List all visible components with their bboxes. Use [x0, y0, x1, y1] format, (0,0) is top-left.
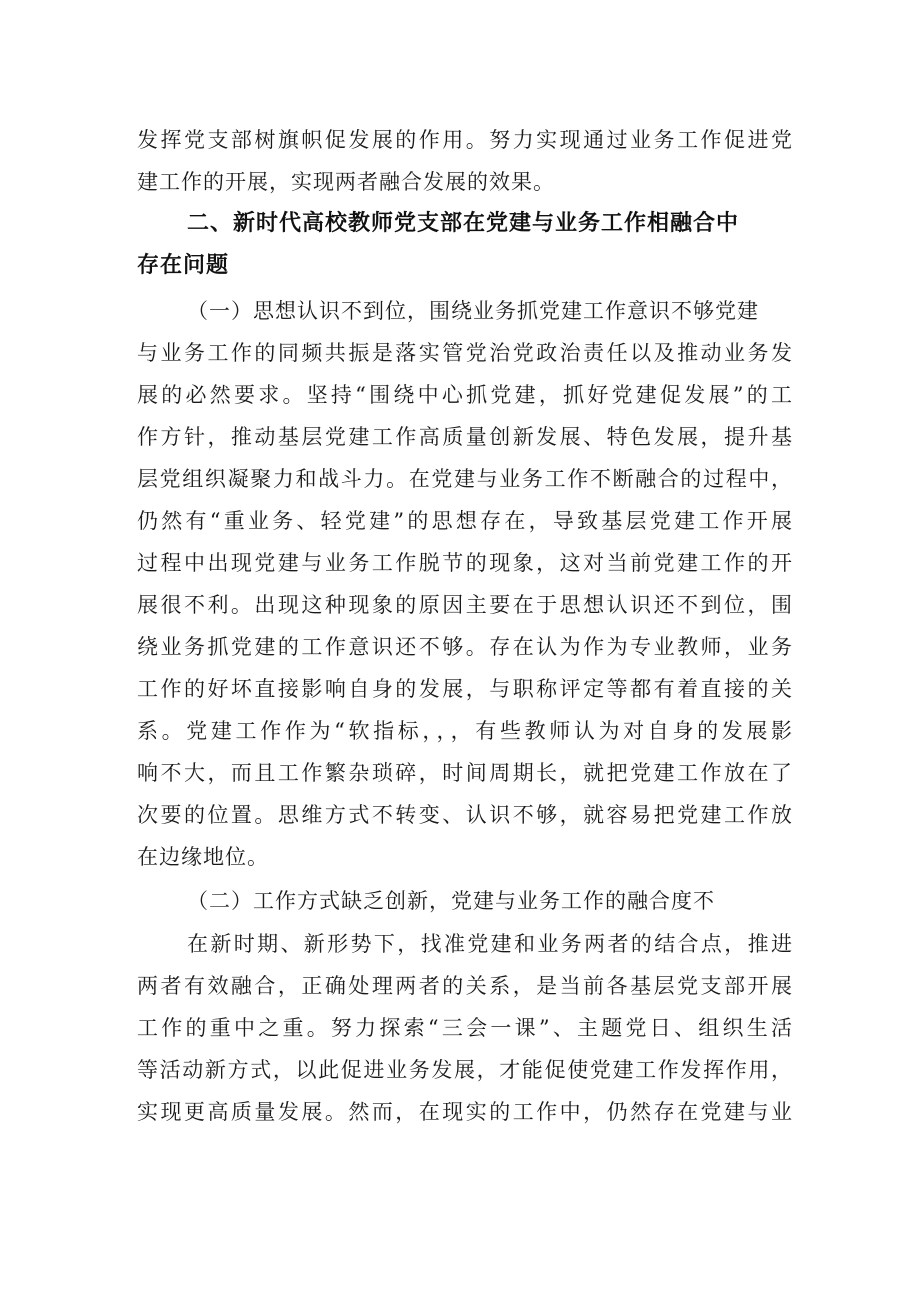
paragraph-line: 次要的位置。思维方式不转变、认识不够，就容易把党建工作放	[137, 803, 793, 827]
paragraph-line: 过程中出现党建与业务工作脱节的现象，这对当前党建工作的开	[137, 551, 793, 575]
paragraph-line: 响不大，而且工作繁杂琐碎，时间周期长，就把党建工作放在了	[137, 761, 793, 785]
paragraph-line: 展很不利。出现这种现象的原因主要在于思想认识还不到位，围	[137, 593, 793, 617]
paragraph-line: 仍然有“重业务、轻党建”的思想存在，导致基层党建工作开展	[137, 509, 793, 533]
paragraph-line: 在边缘地位。	[137, 845, 269, 869]
paragraph-line: 与业务工作的同频共振是落实管党治党政治责任以及推动业务发	[137, 341, 793, 365]
paragraph-line: 发挥党支部树旗帜促发展的作用。努力实现通过业务工作促进党	[137, 128, 793, 152]
paragraph-line: 展的必然要求。坚持“围绕中心抓党建，抓好党建促发展”的工	[137, 383, 793, 407]
paragraph-line: 系。党建工作作为“软指标，，，有些教师认为对自身的发展影	[137, 719, 793, 743]
section-heading: 二、新时代高校教师党支部在党建与业务工作相融合中	[187, 211, 740, 236]
paragraph-line: 在新时期、新形势下，找准党建和业务两者的结合点，推进	[187, 932, 793, 956]
paragraph-line: 工作的重中之重。努力探索“三会一课”、主题党日、组织生活	[137, 1016, 793, 1040]
paragraph-line: 实现更高质量发展。然而，在现实的工作中，仍然存在党建与业	[137, 1100, 793, 1124]
paragraph-line: 层党组织凝聚力和战斗力。在党建与业务工作不断融合的过程中，	[137, 467, 793, 491]
paragraph-line: 绕业务抓党建的工作意识还不够。存在认为作为专业教师，业务	[137, 635, 793, 659]
subsection-heading: （一）思想认识不到位，围绕业务抓党建工作意识不够党建	[187, 299, 759, 323]
paragraph-line: 等活动新方式，以此促进业务发展，才能促使党建工作发挥作用，	[137, 1058, 793, 1082]
paragraph-line: 作方针，推动基层党建工作高质量创新发展、特色发展，提升基	[137, 425, 793, 449]
subsection-heading: （二）工作方式缺乏创新，党建与业务工作的融合度不	[187, 889, 715, 913]
paragraph-line: 两者有效融合，正确处理两者的关系，是当前各基层党支部开展	[137, 974, 793, 998]
section-heading: 存在问题	[137, 253, 230, 278]
paragraph-line: 建工作的开展，实现两者融合发展的效果。	[137, 170, 555, 194]
paragraph-line: 工作的好坏直接影响自身的发展，与职称评定等都有着直接的关	[137, 677, 793, 701]
